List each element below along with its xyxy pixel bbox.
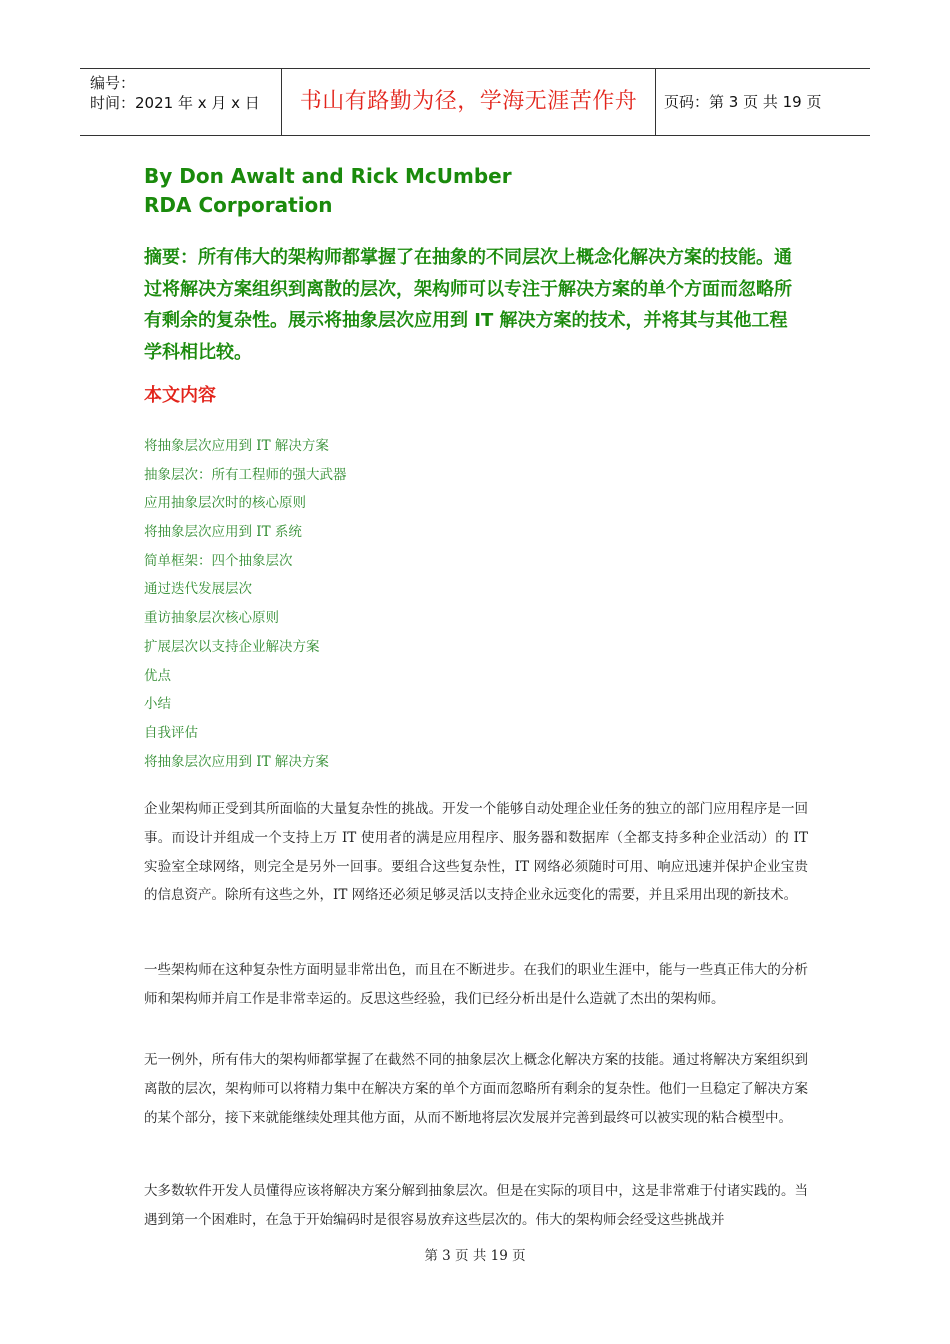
authors-block (144, 162, 512, 220)
toc-link[interactable]: 将抽象层次应用到 IT 解决方案 (144, 753, 329, 770)
toc-link[interactable]: 将抽象层次应用到 IT 解决方案 (144, 438, 329, 454)
abstract: 摘要：所有伟大的架构师都掌握了在抽象的不同层次上概念化解决方案的技能。通过将解决方案组织到离散的层次，架构师可以专注于解决方案的单个方面而忽略所有剩余的复杂性。展示将抽象层次应用到 IT 解决方案的技术，并将其与其他工程学科相比较。 (144, 247, 792, 363)
toc-title: 本文内容 (144, 385, 216, 406)
header-page-info: 页码：第 3 页 共 19 页 (664, 93, 822, 111)
body-paragraph: 一些架构师在这种复杂性方面明显非常出色，而且在不断进步。在我们的职业生涯中，能与一些真正伟大的分析师和架构师并肩工作是非常幸运的。反思这些经验，我们已经分析出是什么造就了杰出的架构师。 (144, 962, 808, 1007)
toc-link[interactable]: 抽象层次：所有工程师的强大武器 (144, 466, 347, 483)
toc-list (144, 434, 347, 778)
time-label: 时间：2021 年 x 月 x 日 (90, 94, 260, 112)
toc-link[interactable]: 应用抽象层次时的核心原则 (144, 495, 306, 512)
authors-organization: RDA Corporation (144, 193, 333, 217)
header-table (80, 68, 870, 136)
header-motto: 书山有路勤为径，学海无涯苦作舟 (282, 69, 656, 135)
toc-link[interactable]: 小结 (144, 696, 171, 713)
header-meta-cell (80, 69, 282, 135)
page-footer: 第 3 页 共 19 页 (424, 1248, 526, 1264)
toc-link[interactable]: 通过迭代发展层次 (144, 581, 252, 598)
authors-names: By Don Awalt and Rick McUmber (144, 164, 512, 188)
toc-link[interactable]: 简单框架：四个抽象层次 (144, 552, 293, 569)
body-paragraph: 大多数软件开发人员懂得应该将解决方案分解到抽象层次。但是在实际的项目中，这是非常难于付诸实践的。当遇到第一个困难时，在急于开始编码时是很容易放弃这些层次的。伟大的架构师会经受这些挑战并 (144, 1183, 808, 1228)
toc-link[interactable]: 扩展层次以支持企业解决方案 (144, 638, 320, 655)
toc-link[interactable]: 自我评估 (144, 724, 198, 741)
toc-link[interactable]: 将抽象层次应用到 IT 系统 (144, 524, 302, 541)
toc-link[interactable]: 优点 (144, 667, 171, 684)
body-paragraph: 企业架构师正受到其所面临的大量复杂性的挑战。开发一个能够自动处理企业任务的独立的部门应用程序是一回事。而设计并组成一个支持上万 IT 使用者的满是应用程序、服务器和数据库（全都支持多种企业活动）的 IT 实验室全球网络，则完全是另外一回事。要组合这些复杂性，IT 网络必须随时可用、响应迅速并保护企业宝贵的信息资产。除所有这些之外，IT 网络还必须足够灵活以支持企业永远变化的需要，并且采用出现的新技术。 (144, 801, 808, 904)
body-paragraph: 无一例外，所有伟大的架构师都掌握了在截然不同的抽象层次上概念化解决方案的技能。通过将解决方案组织到离散的层次，架构师可以将精力集中在解决方案的单个方面而忽略所有剩余的复杂性。他们一旦稳定了解决方案的某个部分，接下来就能继续处理其他方面，从而不断地将层次发展并完善到最终可以被实现的粘合模型中。 (144, 1052, 808, 1126)
number-label: 编号： (90, 74, 136, 92)
toc-link[interactable]: 重访抽象层次核心原则 (144, 610, 279, 627)
